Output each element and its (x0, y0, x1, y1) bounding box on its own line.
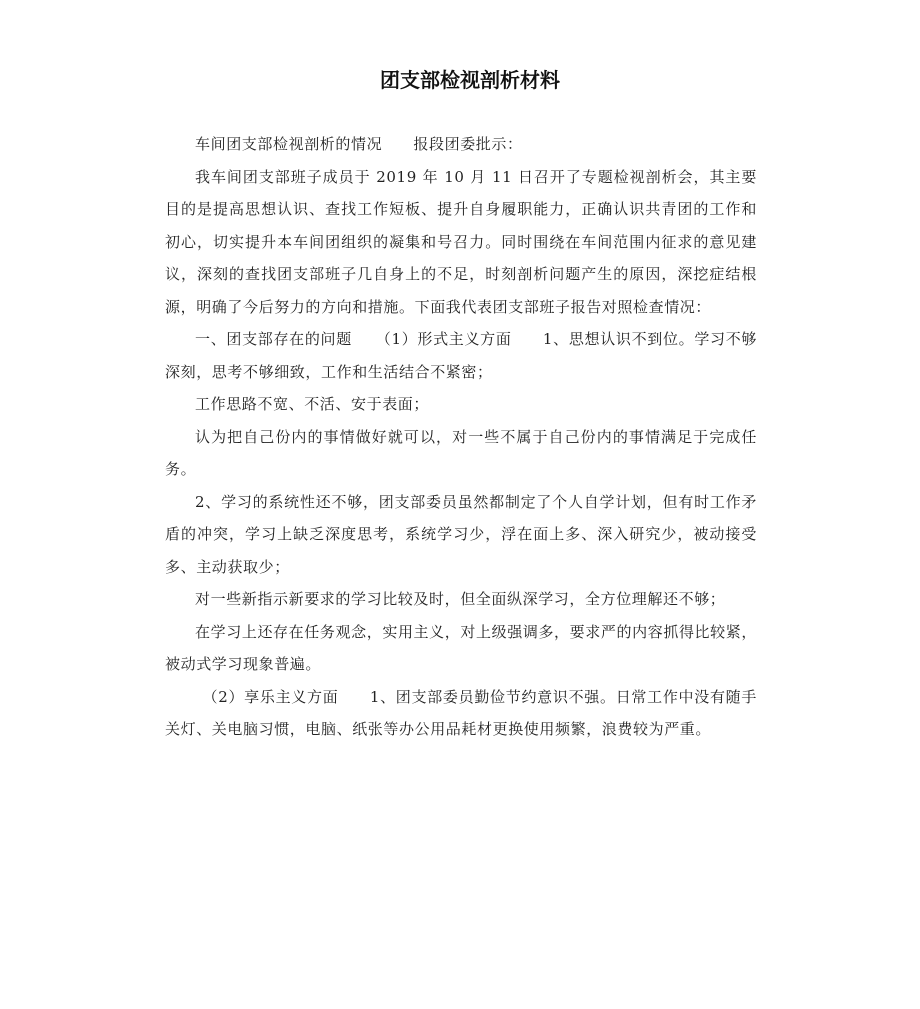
paragraph-new-instructions: 对一些新指示新要求的学习比较及时，但全面纵深学习，全方位理解还不够； (195, 590, 726, 608)
paragraph-hedonism: （2）享乐主义方面 1、团支部委员勤俭节约意识不强。日常工作中没有随手关灯、关电脑习惯，电脑、纸张等办公用品耗材更换使用频繁，浪费较为严重。 (165, 687, 757, 738)
paragraph-work-thinking: 工作思路不宽、不活、安于表面； (195, 395, 430, 413)
document-title: 团支部检视剖析材料 (380, 68, 560, 92)
document-body (165, 128, 757, 746)
paragraph-heading-line: 车间团支部检视剖析的情况 报段团委批示： (195, 135, 523, 153)
paragraph-own-duty: 认为把自己份内的事情做好就可以，对一些不属于自己份内的事情满足于完成任务。 (165, 427, 757, 478)
paragraph-study-attitude: 在学习上还存在任务观念，实用主义，对上级强调多，要求严的内容抓得比较紧，被动式学习现象普遍。 (165, 622, 757, 673)
paragraph-study-system: 2、学习的系统性还不够，团支部委员虽然都制定了个人自学计划，但有时工作矛盾的冲突，学习上缺乏深度思考，系统学习少，浮在面上多、深入研究少，被动接受多、主动获取少； (165, 492, 757, 576)
paragraph-problems-formalism: 一、团支部存在的问题 （1）形式主义方面 1、思想认识不到位。学习不够深刻，思考不够细致，工作和生活结合不紧密； (165, 330, 757, 381)
paragraph-intro: 我车间团支部班子成员于 2019 年 10 月 11 日召开了专题检视剖析会，其主要目的是提高思想认识、查找工作短板、提升自身履职能力，正确认识共青团的工作和初心，切实提升本车间团组织的凝集和号召力。同时围绕在车间范围内征求的意见建议，深刻的查找团支部班子几自身上的不足，时刻剖析问题产生的原因，深挖症结根源，明确了今后努力的方向和措施。下面我代表团支部班子报告对照检查情况： (165, 167, 757, 316)
